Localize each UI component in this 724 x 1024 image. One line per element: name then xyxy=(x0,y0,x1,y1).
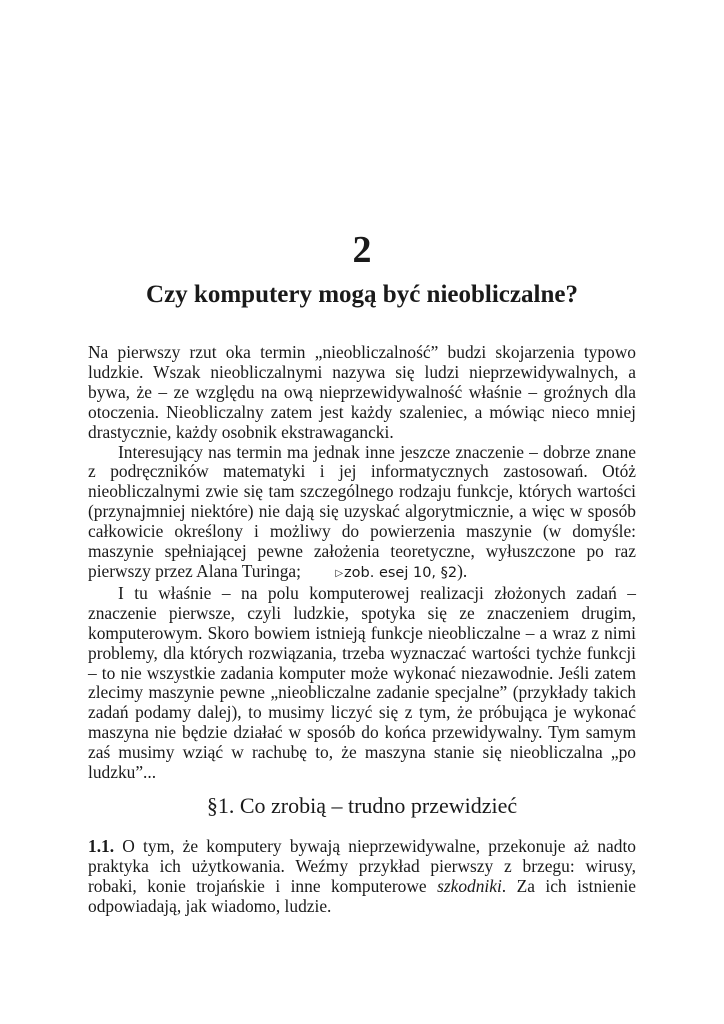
section-paragraph-1-end: . Za ich istnienie odpowiadają, jak wiadomo, ludzie. xyxy=(88,875,636,916)
section-heading: §1. Co zrobią – trudno przewidzieć xyxy=(206,793,518,818)
intro-paragraph-2-text: Interesujący nas termin ma jednak inne jeszcze znaczenie – dobrze znane z podręczników matematyki i jej informatycznych zastosowań. Otóż nieobliczalnymi zwie się tam szczególnego rodzaju funkcje, których wartości (przynajmniej niektóre) nie dają się uzyskać algorytmicznie, a więc w sposób całkowicie określony i możliwy do powierzenia maszynie (w domyśle: maszynie spełniającej pewne założenia teoretyczne, wyłuszczone po raz pierwszy przez Alana Turinga; xyxy=(88,441,636,581)
reference-triangle-icon: ▷ xyxy=(335,567,344,579)
section-paragraph-1 xyxy=(88,837,636,917)
intro-paragraph-3: I tu właśnie – na polu komputerowej realizacji złożonych zadań – znaczenie pierwsze, czyli ludzkie, spotyka się ze znaczeniem drugim, komputerowym. Skoro bowiem istnieją funkcje nieobliczalne – a wraz z nimi problemy, dla których rozwiązania, trzeba wyznaczać wartości tychże funkcji – to nie wszystkie zadania komputer może wykonać niezawodnie. Jeśli zatem zlecimy maszynie pewne „nieobliczalne zadanie specjalne” (przykłady takich zadań podamy dalej), to musimy liczyć się z tym, że próbująca je wykonać maszyna nie będzie działać w sposób do końca przewidywalny. Tym samym zaś musimy wziąć w rachubę to, że maszyna stanie się nieobliczalna „po ludzku”... xyxy=(88,582,636,783)
intro-paragraph-1: Na pierwszy rzut oka termin „nieobliczalność” budzi skojarzenia typowo ludzkie. Wszak nieobliczalnymi nazywa się ludzi nieprzewidywalnych, a bywa, że – ze względu na ową nieprzewidywalność właśnie – groźnych dla otoczenia. Nieobliczalny zatem jest każdy szaleniec, a mówiąc nieco mniej drastycznie, każdy osobnik ekstrawagancki. xyxy=(88,342,636,442)
chapter-title: Czy komputery mogą być nieobliczalne? xyxy=(146,281,578,308)
section-body xyxy=(88,837,636,917)
cross-reference-label: zob. esej 10, §2 xyxy=(344,564,458,581)
emphasized-term: szkodniki xyxy=(437,875,502,896)
intro-paragraph-2 xyxy=(88,443,636,584)
cross-reference[interactable] xyxy=(305,565,457,581)
intro-paragraph-2-end: ). xyxy=(457,560,468,581)
paragraph-number: 1.1. xyxy=(88,836,115,856)
section-paragraph-1-text: O tym, że komputery bywają nieprzewidywalne, przekonuje aż nadto praktyka ich użytkowania. Weźmy przykład pierwszy z brzegu: wirusy, robaki, konie trojańskie i inne komputerowe xyxy=(88,836,636,896)
chapter-number: 2 xyxy=(352,229,372,271)
chapter-intro xyxy=(88,343,636,783)
